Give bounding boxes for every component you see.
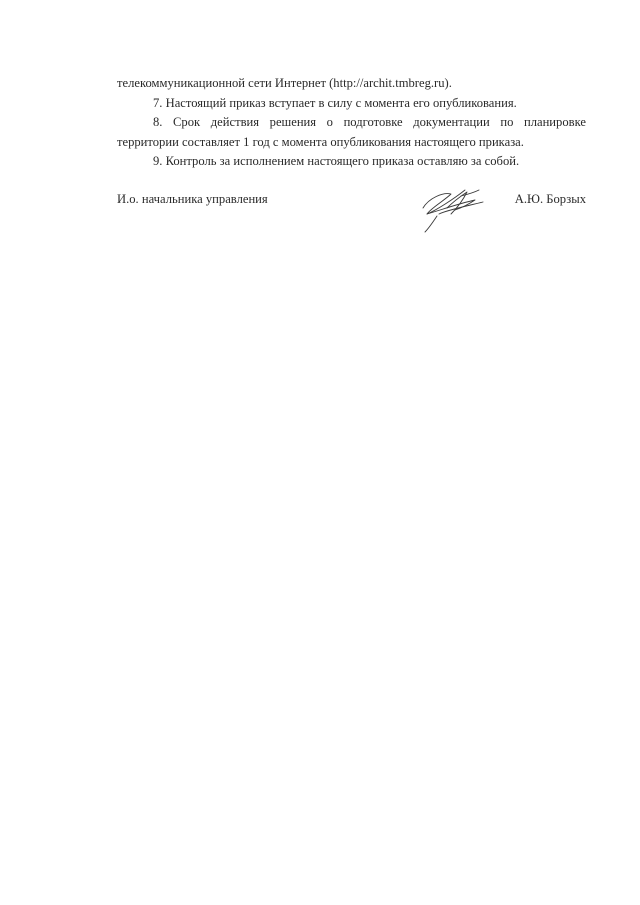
document-body: [117, 74, 586, 172]
signature-block: [117, 190, 586, 240]
paragraph-9: 9. Контроль за исполнением настоящего приказа оставляю за собой.: [153, 154, 520, 168]
paragraph-continuation: телекоммуникационной сети Интернет (http://archit.tmbreg.ru).: [117, 76, 452, 90]
paragraph-8: 8. Срок действия решения о подготовке документации по планировке территории составляет 1 год с момента опубликования настоящего приказа.: [117, 115, 586, 149]
handwritten-signature-icon: [417, 184, 497, 234]
signatory-name: А.Ю. Борзых: [514, 192, 586, 206]
signatory-position: И.о. начальника управления: [117, 192, 268, 206]
paragraph-7: 7. Настоящий приказ вступает в силу с момента его опубликования.: [153, 95, 517, 110]
